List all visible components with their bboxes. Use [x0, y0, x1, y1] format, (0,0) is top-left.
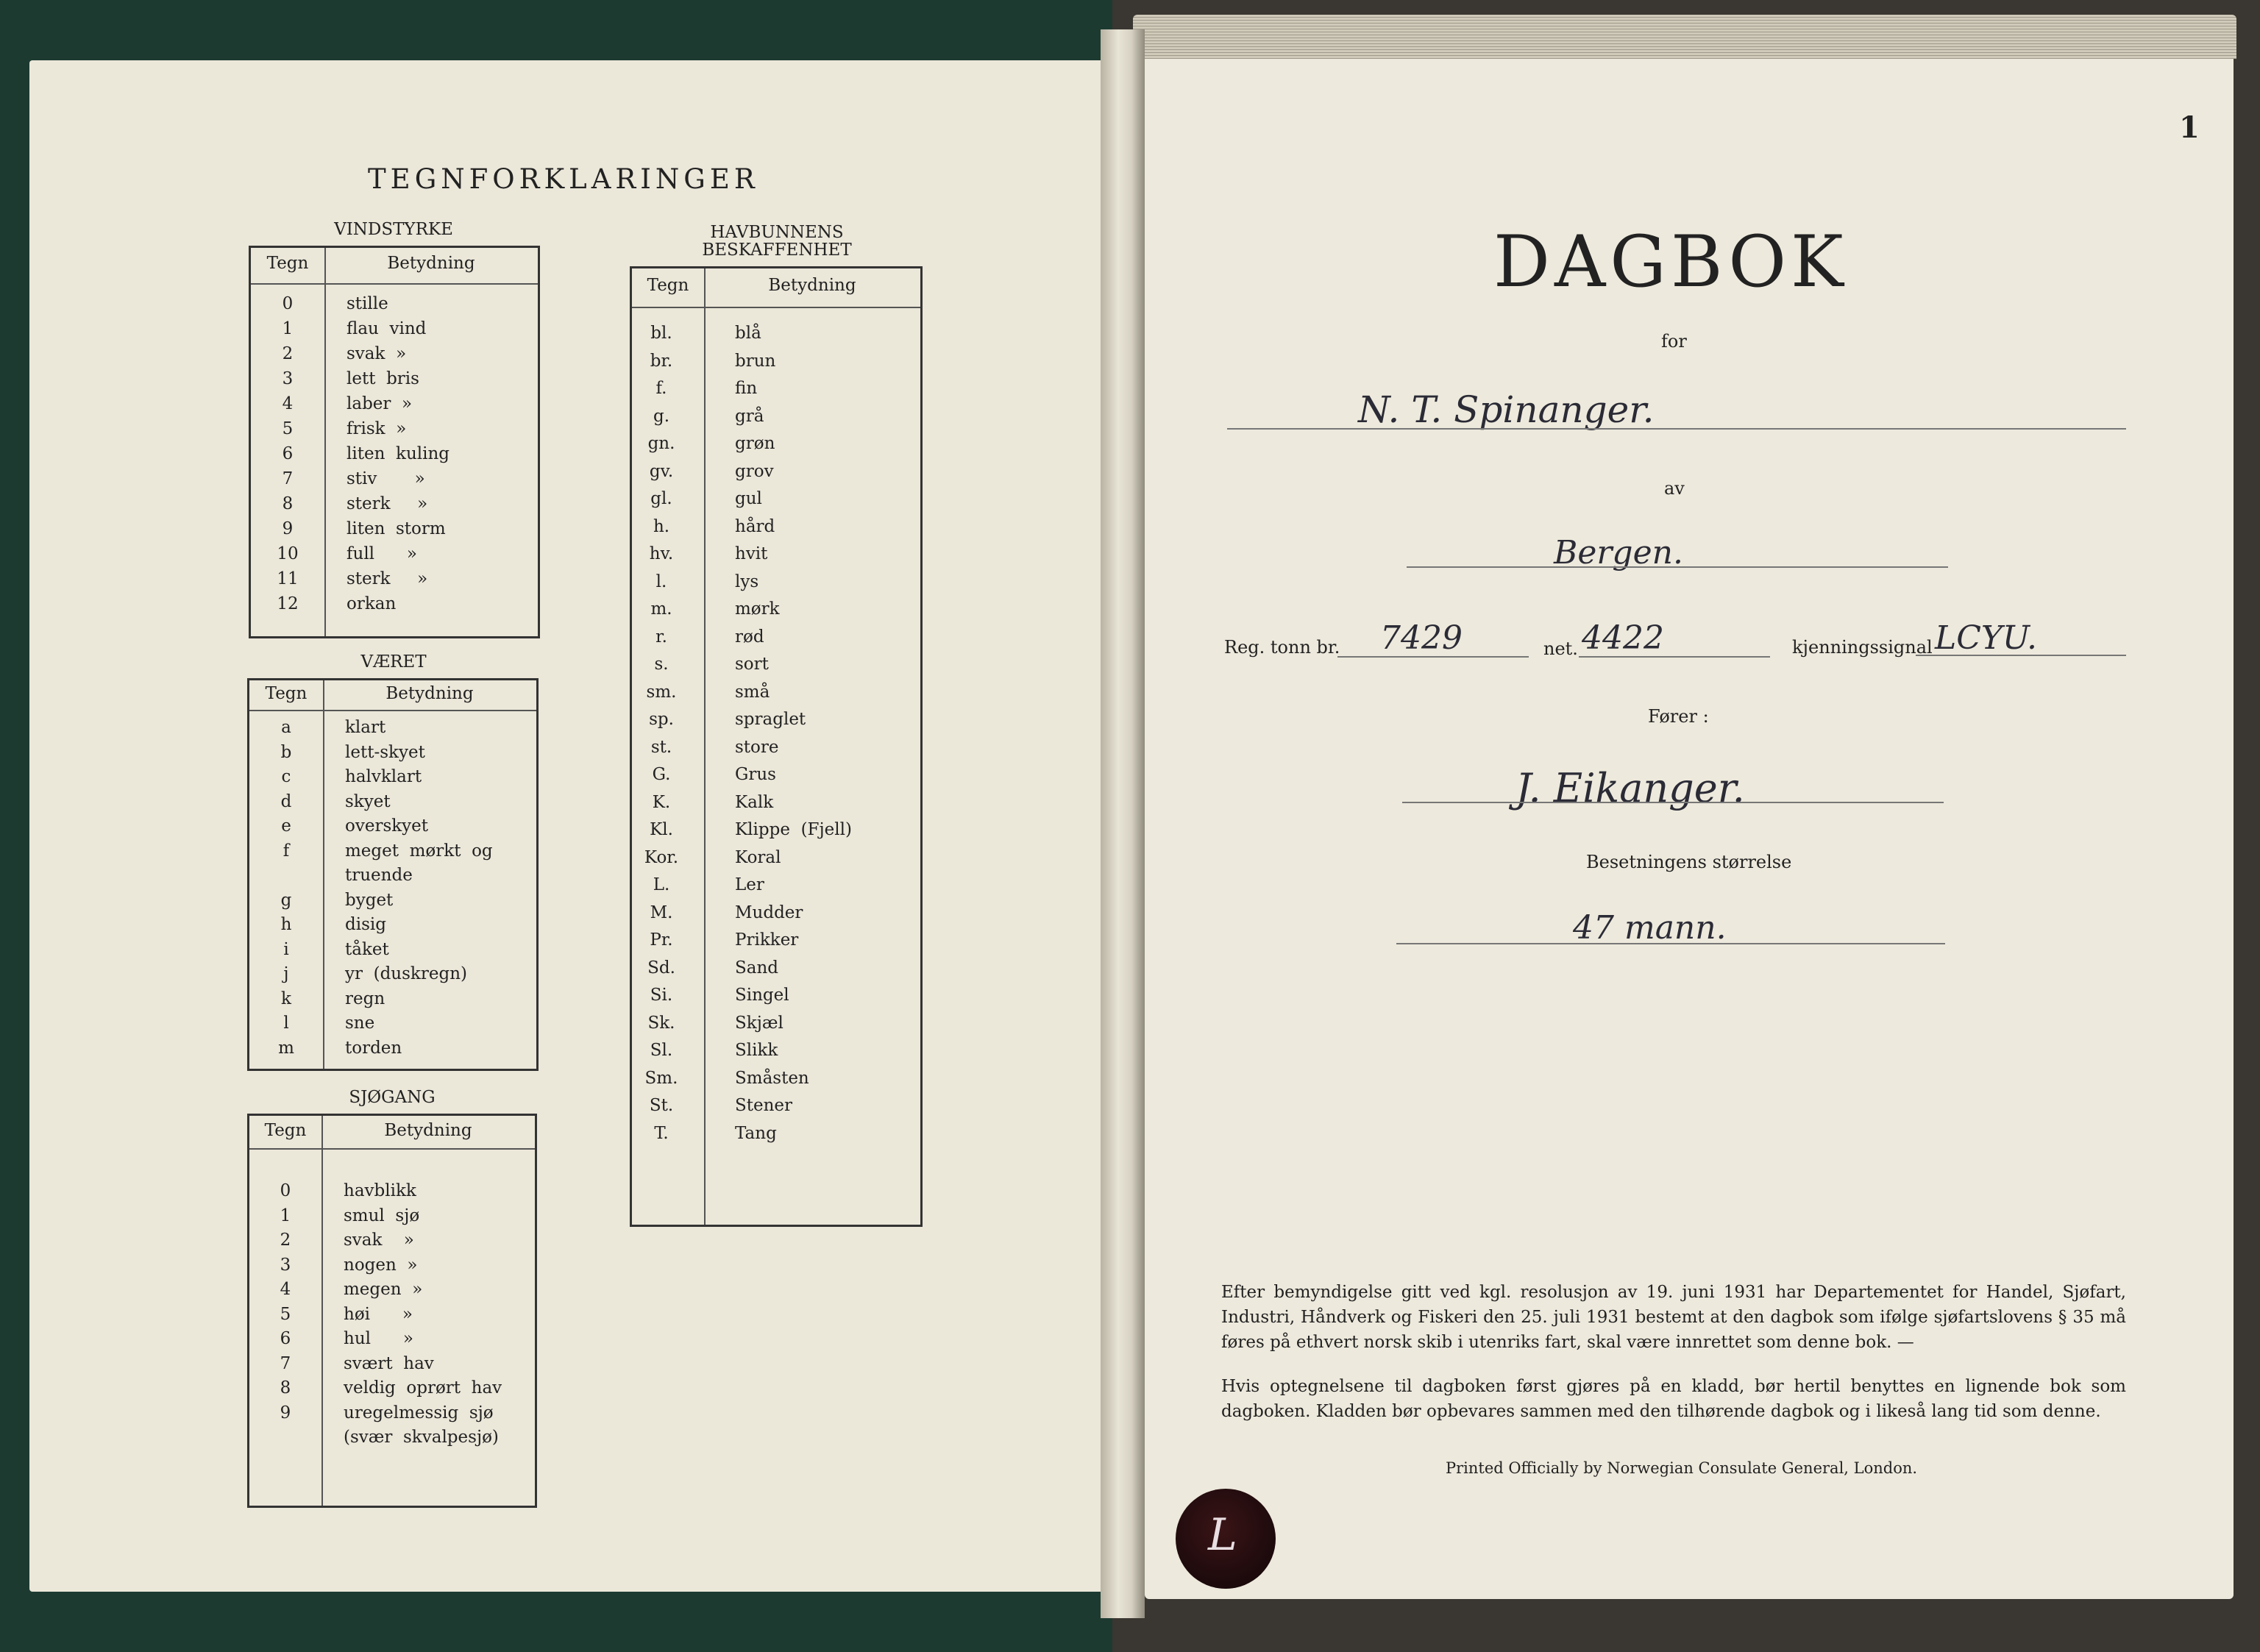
havbunn-row — [632, 432, 920, 455]
row-symbol: sp. — [649, 710, 674, 729]
havbunn-row — [632, 515, 920, 538]
row-meaning: megen » — [344, 1280, 423, 1299]
ship-name-rule — [1227, 428, 2126, 430]
vindstyrke-row — [251, 517, 538, 541]
row-meaning: orkan — [347, 594, 397, 613]
havbunn-row — [632, 708, 920, 731]
havbunn-row — [632, 846, 920, 869]
havbunn-row — [632, 1122, 920, 1145]
vaeret-row — [249, 790, 536, 813]
row-symbol: 0 — [280, 1181, 291, 1200]
havbunn-row — [632, 487, 920, 510]
row-meaning: skyet — [345, 791, 391, 811]
havbunn-row — [632, 1011, 920, 1035]
vaeret-table — [247, 678, 539, 1071]
row-meaning: grov — [735, 461, 774, 481]
row-meaning: stille — [347, 294, 388, 313]
crew-size: 47 mann. — [1573, 909, 1727, 947]
row-meaning: grøn — [735, 434, 775, 453]
sjogang-row — [249, 1253, 535, 1277]
row-meaning: stiv » — [347, 469, 425, 488]
row-meaning: spraglet — [735, 710, 806, 729]
sjogang-row — [249, 1327, 535, 1350]
row-symbol: c — [281, 767, 291, 786]
row-meaning: uregelmessig sjø — [344, 1403, 494, 1423]
row-symbol: Pr. — [650, 930, 673, 950]
havbunn-caption-line1: HAVBUNNENS — [710, 223, 844, 242]
row-meaning: rød — [735, 627, 764, 647]
sjogang-row — [249, 1425, 535, 1449]
havbunn-row — [632, 377, 920, 400]
havbunn-row — [632, 983, 920, 1007]
row-meaning: Kalk — [735, 792, 774, 812]
row-symbol: 1 — [282, 319, 294, 338]
row-symbol: f. — [655, 379, 667, 398]
net-tonnage-rule — [1579, 656, 1770, 658]
header-betydning: Betydning — [768, 276, 856, 295]
row-symbol: Kor. — [644, 847, 679, 867]
row-meaning: Grus — [735, 765, 776, 784]
row-meaning: høi » — [344, 1304, 413, 1324]
row-meaning: svært hav — [344, 1353, 434, 1373]
row-meaning: Slikk — [735, 1041, 778, 1060]
havbunn-table — [630, 266, 923, 1227]
row-symbol: Sl. — [650, 1041, 673, 1060]
row-meaning: sterk » — [347, 494, 428, 513]
row-symbol: k — [281, 989, 291, 1008]
row-meaning: hård — [735, 516, 775, 536]
row-symbol: 7 — [282, 469, 294, 488]
row-meaning: flau vind — [347, 319, 427, 338]
row-symbol: 9 — [282, 519, 294, 538]
row-meaning: sne — [345, 1014, 375, 1033]
row-meaning: Mudder — [735, 902, 803, 922]
row-symbol: 5 — [280, 1304, 291, 1324]
row-symbol: 10 — [277, 544, 299, 563]
vaeret-row — [249, 1036, 536, 1060]
row-meaning: regn — [345, 989, 385, 1008]
row-symbol: 4 — [280, 1280, 291, 1299]
vindstyrke-table — [249, 246, 540, 638]
vindstyrke-row — [251, 317, 538, 341]
row-symbol: Sd. — [647, 958, 675, 978]
row-symbol: f — [282, 841, 290, 861]
row-meaning: full » — [347, 544, 417, 563]
row-symbol: b — [280, 742, 292, 762]
row-meaning: sort — [735, 655, 769, 674]
signal-label: kjenningssignal — [1792, 637, 1933, 658]
stamp-mark: L — [1208, 1509, 1237, 1561]
vaeret-row — [249, 889, 536, 912]
havbunn-row — [632, 873, 920, 897]
vaeret-row — [249, 987, 536, 1011]
vindstyrke-row — [251, 542, 538, 566]
havbunn-row — [632, 1094, 920, 1117]
row-meaning: meget mørkt og — [345, 841, 493, 861]
sjogang-row — [249, 1352, 535, 1375]
havbunn-row — [632, 405, 920, 428]
row-meaning: Skjæl — [735, 1013, 783, 1033]
header-rule — [249, 710, 536, 711]
sjogang-row — [249, 1228, 535, 1252]
legend-title: TEGNFORKLARINGER — [368, 163, 759, 195]
row-meaning: liten kuling — [347, 444, 449, 463]
row-meaning: lett bris — [347, 369, 419, 388]
vaeret-row — [249, 839, 536, 863]
vindstyrke-row — [251, 592, 538, 616]
vaeret-row — [249, 1011, 536, 1035]
vaeret-row — [249, 962, 536, 986]
book-spine — [1101, 29, 1145, 1618]
havbunn-row — [632, 652, 920, 676]
crew-size-label: Besetningens størrelse — [1586, 852, 1792, 872]
havbunn-row — [632, 1067, 920, 1090]
havbunn-row — [632, 956, 920, 980]
vindstyrke-row — [251, 467, 538, 491]
header-betydning: Betydning — [384, 1121, 472, 1140]
master-name-rule — [1402, 802, 1944, 803]
havbunn-row — [632, 542, 920, 566]
row-meaning: Tang — [735, 1123, 777, 1143]
header-tegn: Tegn — [647, 276, 689, 295]
page-edges — [1133, 15, 2236, 59]
row-symbol: 2 — [280, 1231, 291, 1250]
row-symbol: hv. — [649, 544, 674, 563]
row-symbol: gn. — [647, 434, 675, 453]
row-symbol: K. — [652, 792, 671, 812]
row-symbol: gl. — [650, 489, 672, 508]
havbunn-row — [632, 625, 920, 649]
vindstyrke-row — [251, 567, 538, 591]
sjogang-row — [249, 1204, 535, 1228]
crew-size-rule — [1396, 943, 1945, 944]
row-symbol: Si. — [650, 986, 673, 1005]
row-meaning: fin — [735, 379, 758, 398]
vaeret-caption: VÆRET — [360, 652, 427, 672]
row-symbol: Kl. — [650, 820, 673, 839]
havbunn-row — [632, 901, 920, 925]
header-rule — [251, 283, 538, 285]
row-symbol: 8 — [280, 1378, 291, 1398]
havbunn-row — [632, 570, 920, 594]
printer-credit: Printed Officially by Norwegian Consulate General, London. — [1446, 1459, 1918, 1477]
row-meaning: svak » — [347, 344, 407, 363]
vaeret-row — [249, 765, 536, 788]
row-symbol: M. — [650, 902, 673, 922]
master-name: J. Eikanger. — [1515, 765, 1745, 811]
havbunn-row — [632, 736, 920, 759]
row-meaning: overskyet — [345, 816, 429, 836]
row-symbol: g. — [653, 406, 670, 426]
logbook-title: DAGBOK — [1493, 221, 1848, 303]
row-meaning: svak » — [344, 1231, 414, 1250]
vaeret-row — [249, 864, 536, 887]
vindstyrke-caption: VINDSTYRKE — [334, 220, 453, 239]
row-meaning: blå — [735, 324, 761, 343]
row-symbol: Sm. — [644, 1068, 678, 1088]
row-symbol: br. — [650, 351, 673, 371]
row-symbol: bl. — [650, 324, 672, 343]
row-symbol: h — [280, 915, 292, 934]
row-symbol: 11 — [277, 569, 299, 588]
row-meaning: hvit — [735, 544, 768, 563]
havbunn-caption-line2: BESKAFFENHET — [702, 241, 852, 260]
row-symbol: r. — [655, 627, 667, 647]
row-symbol: d — [280, 791, 292, 811]
ship-name: N. T. Spinanger. — [1358, 388, 1655, 431]
row-meaning: mørk — [735, 599, 780, 619]
header-tegn: Tegn — [265, 684, 308, 703]
row-symbol: m. — [650, 599, 672, 619]
call-sign: LCYU. — [1935, 619, 2037, 657]
sjogang-row — [249, 1278, 535, 1301]
header-rule — [249, 1148, 535, 1150]
header-tegn: Tegn — [266, 254, 309, 273]
row-meaning: Stener — [735, 1096, 793, 1115]
havbunn-row — [632, 1039, 920, 1062]
havbunn-row — [632, 818, 920, 841]
vaeret-row — [249, 913, 536, 936]
row-meaning: laber » — [347, 394, 413, 413]
vaeret-row — [249, 716, 536, 739]
vindstyrke-row — [251, 492, 538, 516]
home-port: Bergen. — [1554, 534, 1683, 572]
header-rule — [632, 307, 920, 308]
row-meaning: (svær skvalpesjø) — [344, 1428, 499, 1447]
row-meaning: lys — [735, 572, 759, 591]
row-symbol: 4 — [282, 394, 294, 413]
row-meaning: klart — [345, 718, 386, 737]
row-symbol: T. — [654, 1123, 669, 1143]
row-symbol: h. — [653, 516, 670, 536]
row-symbol: s. — [654, 655, 669, 674]
row-meaning: Prikker — [735, 930, 799, 950]
havbunn-row — [632, 928, 920, 952]
left-paper-sheet — [29, 60, 1112, 1592]
row-symbol: St. — [649, 1096, 674, 1115]
row-symbol: i — [283, 939, 289, 959]
row-symbol: L. — [653, 875, 670, 894]
row-meaning: Singel — [735, 986, 789, 1005]
row-symbol: 3 — [280, 1255, 291, 1275]
page-number: 1 — [2179, 110, 2200, 145]
row-meaning: frisk » — [347, 419, 407, 438]
header-betydning: Betydning — [387, 254, 475, 273]
vindstyrke-row — [251, 367, 538, 391]
row-symbol: 9 — [280, 1403, 291, 1423]
row-meaning: tåket — [345, 939, 389, 959]
sjogang-row — [249, 1179, 535, 1203]
row-meaning: Koral — [735, 847, 781, 867]
havbunn-row — [632, 597, 920, 621]
regulation-notice: Efter bemyndigelse gitt ved kgl. resolusjon av 19. juni 1931 har Departementet for Handel, Sjøfart, Industri, Håndverk og Fiskeri den 25. juli 1931 bestemt at den dagbok som ifølge sjøfartslovens § 35 må føres på ethvert norsk skib i utenriks fart, skal være innrettet som denne bok. — — [1221, 1283, 2126, 1352]
row-meaning: smul sjø — [344, 1206, 420, 1225]
row-meaning: Sand — [735, 958, 779, 978]
sjogang-row — [249, 1303, 535, 1326]
row-meaning: sterk » — [347, 569, 428, 588]
row-symbol: sm. — [646, 682, 677, 702]
row-symbol: 7 — [280, 1353, 291, 1373]
av-label: av — [1664, 478, 1685, 499]
sjogang-row — [249, 1401, 535, 1425]
row-meaning: brun — [735, 351, 776, 371]
row-symbol: 6 — [282, 444, 294, 463]
row-meaning: liten storm — [347, 519, 446, 538]
net-label: net. — [1543, 638, 1578, 659]
row-symbol: 12 — [277, 594, 299, 613]
row-symbol: 5 — [282, 419, 294, 438]
row-symbol: l — [283, 1014, 289, 1033]
gross-tonnage-rule — [1337, 656, 1529, 658]
master-label: Fører : — [1648, 706, 1709, 727]
reg-tonnage-label: Reg. tonn br. — [1224, 637, 1340, 658]
row-symbol: 8 — [282, 494, 294, 513]
row-symbol: e — [281, 816, 291, 836]
vindstyrke-row — [251, 342, 538, 366]
row-symbol: l. — [655, 572, 667, 591]
vaeret-row — [249, 741, 536, 764]
havbunn-row — [632, 460, 920, 483]
left-page — [0, 0, 1127, 1652]
row-meaning: nogen » — [344, 1255, 418, 1275]
sjogang-row — [249, 1376, 535, 1400]
row-meaning: gul — [735, 489, 762, 508]
row-meaning: havblikk — [344, 1181, 416, 1200]
header-betydning: Betydning — [385, 684, 474, 703]
row-meaning: yr (duskregn) — [345, 964, 467, 983]
havbunn-row — [632, 763, 920, 786]
row-symbol: G. — [652, 765, 671, 784]
row-meaning: truende — [345, 866, 413, 885]
row-meaning: lett-skyet — [345, 742, 425, 762]
row-symbol: gv. — [649, 461, 674, 481]
row-meaning: Småsten — [735, 1068, 809, 1088]
row-meaning: disig — [345, 915, 386, 934]
wax-seal-stamp — [1176, 1489, 1276, 1589]
vindstyrke-row — [251, 292, 538, 316]
row-symbol: a — [281, 718, 291, 737]
row-meaning: byget — [345, 890, 394, 910]
draft-notice: Hvis optegnelsene til dagboken først gjøres på en kladd, bør hertil benyttes en lignende bok som dagboken. Kladden bør opbevares sammen med den tilhørende dagbok og i likeså lang tid som denne. — [1221, 1377, 2126, 1421]
row-symbol: Sk. — [647, 1013, 675, 1033]
sjogang-caption: SJØGANG — [349, 1088, 436, 1107]
row-meaning: torden — [345, 1038, 402, 1058]
row-meaning: Ler — [735, 875, 764, 894]
row-symbol: 2 — [282, 344, 294, 363]
row-symbol: j — [283, 964, 289, 983]
havbunn-row — [632, 791, 920, 814]
vindstyrke-row — [251, 442, 538, 466]
row-symbol: 0 — [282, 294, 294, 313]
vindstyrke-row — [251, 392, 538, 416]
net-tonnage: 4422 — [1582, 619, 1664, 657]
row-symbol: g — [280, 890, 292, 910]
row-symbol: 1 — [280, 1206, 291, 1225]
row-meaning: halvklart — [345, 767, 422, 786]
row-symbol: m — [278, 1038, 294, 1058]
havbunn-caption — [630, 224, 924, 259]
vindstyrke-row — [251, 417, 538, 441]
row-symbol: st. — [650, 737, 672, 757]
row-meaning: veldig oprørt hav — [344, 1378, 502, 1398]
header-tegn: Tegn — [264, 1121, 307, 1140]
havbunn-row — [632, 680, 920, 704]
row-meaning: små — [735, 682, 770, 702]
home-port-rule — [1407, 566, 1948, 568]
row-meaning: grå — [735, 406, 764, 426]
sjogang-table — [247, 1114, 537, 1508]
vaeret-row — [249, 938, 536, 961]
row-symbol: 6 — [280, 1329, 291, 1348]
row-meaning: hul » — [344, 1329, 413, 1348]
havbunn-row — [632, 349, 920, 373]
havbunn-row — [632, 321, 920, 345]
for-label: for — [1661, 331, 1687, 352]
vaeret-row — [249, 814, 536, 838]
row-symbol: 3 — [282, 369, 294, 388]
row-meaning: store — [735, 737, 779, 757]
gross-tonnage: 7429 — [1380, 619, 1463, 657]
call-sign-rule — [1916, 655, 2126, 656]
row-meaning: Klippe (Fjell) — [735, 820, 852, 839]
